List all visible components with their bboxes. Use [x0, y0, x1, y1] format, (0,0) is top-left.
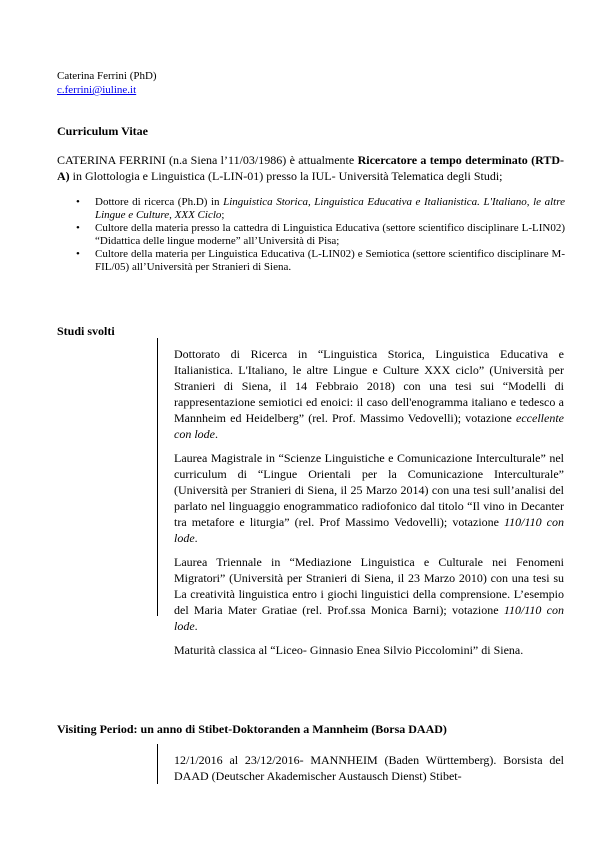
visiting-text: 12/1/2016 al 23/12/2016- MANNHEIM (Baden Württemberg). Borsista del DAAD (Deutscher Akademischer Austausch Dienst) Stibet- [174, 753, 564, 783]
bullet-icon: • [76, 196, 80, 208]
studi-entry-text: Laurea Triennale in “Mediazione Linguistica e Culturale nei Fenomeni Migratori” (Università per Stranieri di Siena, il 23 Marzo 2010) con una tesi su La creatività linguistica entro i giochi linguistici della comprensione. L’esempio del Maria Mater Gratiae (rel. Prof.ssa Monica Barni); votazione [174, 555, 564, 617]
role-text: Cultore della materia presso la cattedra di Linguistica Educativa (settore scientifico disciplinare L-LIN02) “Didattica delle lingue moderne” all’Università di Pisa; [95, 222, 565, 247]
role-item [76, 196, 565, 222]
intro-position: Ricercatore a tempo determinato (RTD-A) [57, 153, 564, 183]
studi-entry-text: Dottorato di Ricerca in “Linguistica Storica, Linguistica Educativa e Italianistica. L'Italiano, le altre Lingue e Culture XXX ciclo” (Università per Stranieri di Siena, il 14 Febbraio 2018) con una tesi sui “Modelli di rappresentazione semiotici ed enoici: il caso dell'enogramma italiano e tedesco a Mannheim ed Heidelberg” (rel. Prof. Massimo Vedovelli); votazione [174, 347, 564, 425]
studi-entry-end: . [194, 619, 198, 633]
visiting-title: Visiting Period: un anno di Stibet-Doktoranden a Mannheim (Borsa DAAD) [57, 722, 447, 736]
studi-entry [174, 346, 564, 442]
cv-title: Curriculum Vitae [57, 124, 148, 138]
studi-entry-text: Maturità classica al “Liceo- Ginnasio Enea Silvio Piccolomini” di Siena. [174, 643, 524, 657]
studi-entry-grade: 110/110 con lode [174, 603, 564, 633]
author-name: Caterina Ferrini (PhD) [57, 70, 157, 82]
role-item [76, 222, 565, 248]
role-item [76, 248, 565, 274]
studi-list [174, 346, 564, 666]
studi-entry-grade: eccellente con lode [174, 411, 564, 441]
bullet-icon: • [76, 248, 80, 260]
roles-list [76, 196, 565, 274]
studi-entry-end: . [194, 531, 198, 545]
studi-title: Studi svolti [57, 324, 115, 338]
studi-entry [174, 450, 564, 546]
role-phd-program: Linguistica Storica, Linguistica Educativa e Italianistica. L'Italiano, le altre Lingue e Culture, XXX Ciclo [95, 196, 565, 221]
section-divider [157, 338, 158, 616]
section-divider [157, 744, 158, 784]
studi-entry [174, 554, 564, 634]
studi-entry-text: Laurea Magistrale in “Scienze Linguistiche e Comunicazione Interculturale” nel curriculum di “Lingue Orientali per la Comunicazione Interculturale” (Università per Stranieri di Siena, il 25 Marzo 2014) con una tesi sull’analisi del parlato nel linguaggio enogrammatico radiofonico dal titolo “Il vino in Decanter tra metafore e liturgia” (rel. Prof Massimo Vedovelli); votazione [174, 451, 564, 529]
email-link[interactable]: c.ferrini@iuline.it [57, 84, 137, 96]
studi-entry [174, 642, 564, 658]
intro-text-1: CATERINA FERRINI (n.a Siena l’11/03/1986) è attualmente [57, 153, 358, 167]
studi-entry-grade: 110/110 con lode [174, 515, 564, 545]
intro-text-2: in Glottologia e Linguistica (L-LIN-01) presso la IUL- Università Telematica degli Studi; [69, 169, 503, 183]
role-text: Cultore della materia per Linguistica Educativa (L-LIN02) e Semiotica (settore scientifico disciplinare M-FIL/05) all’Università per Stranieri di Siena. [95, 248, 565, 273]
role-text: Dottore di ricerca (Ph.D) in [95, 196, 224, 208]
bullet-icon: • [76, 222, 80, 234]
studi-entry-end: . [215, 427, 218, 441]
intro-paragraph [57, 152, 564, 184]
role-text-end: ; [221, 209, 225, 221]
